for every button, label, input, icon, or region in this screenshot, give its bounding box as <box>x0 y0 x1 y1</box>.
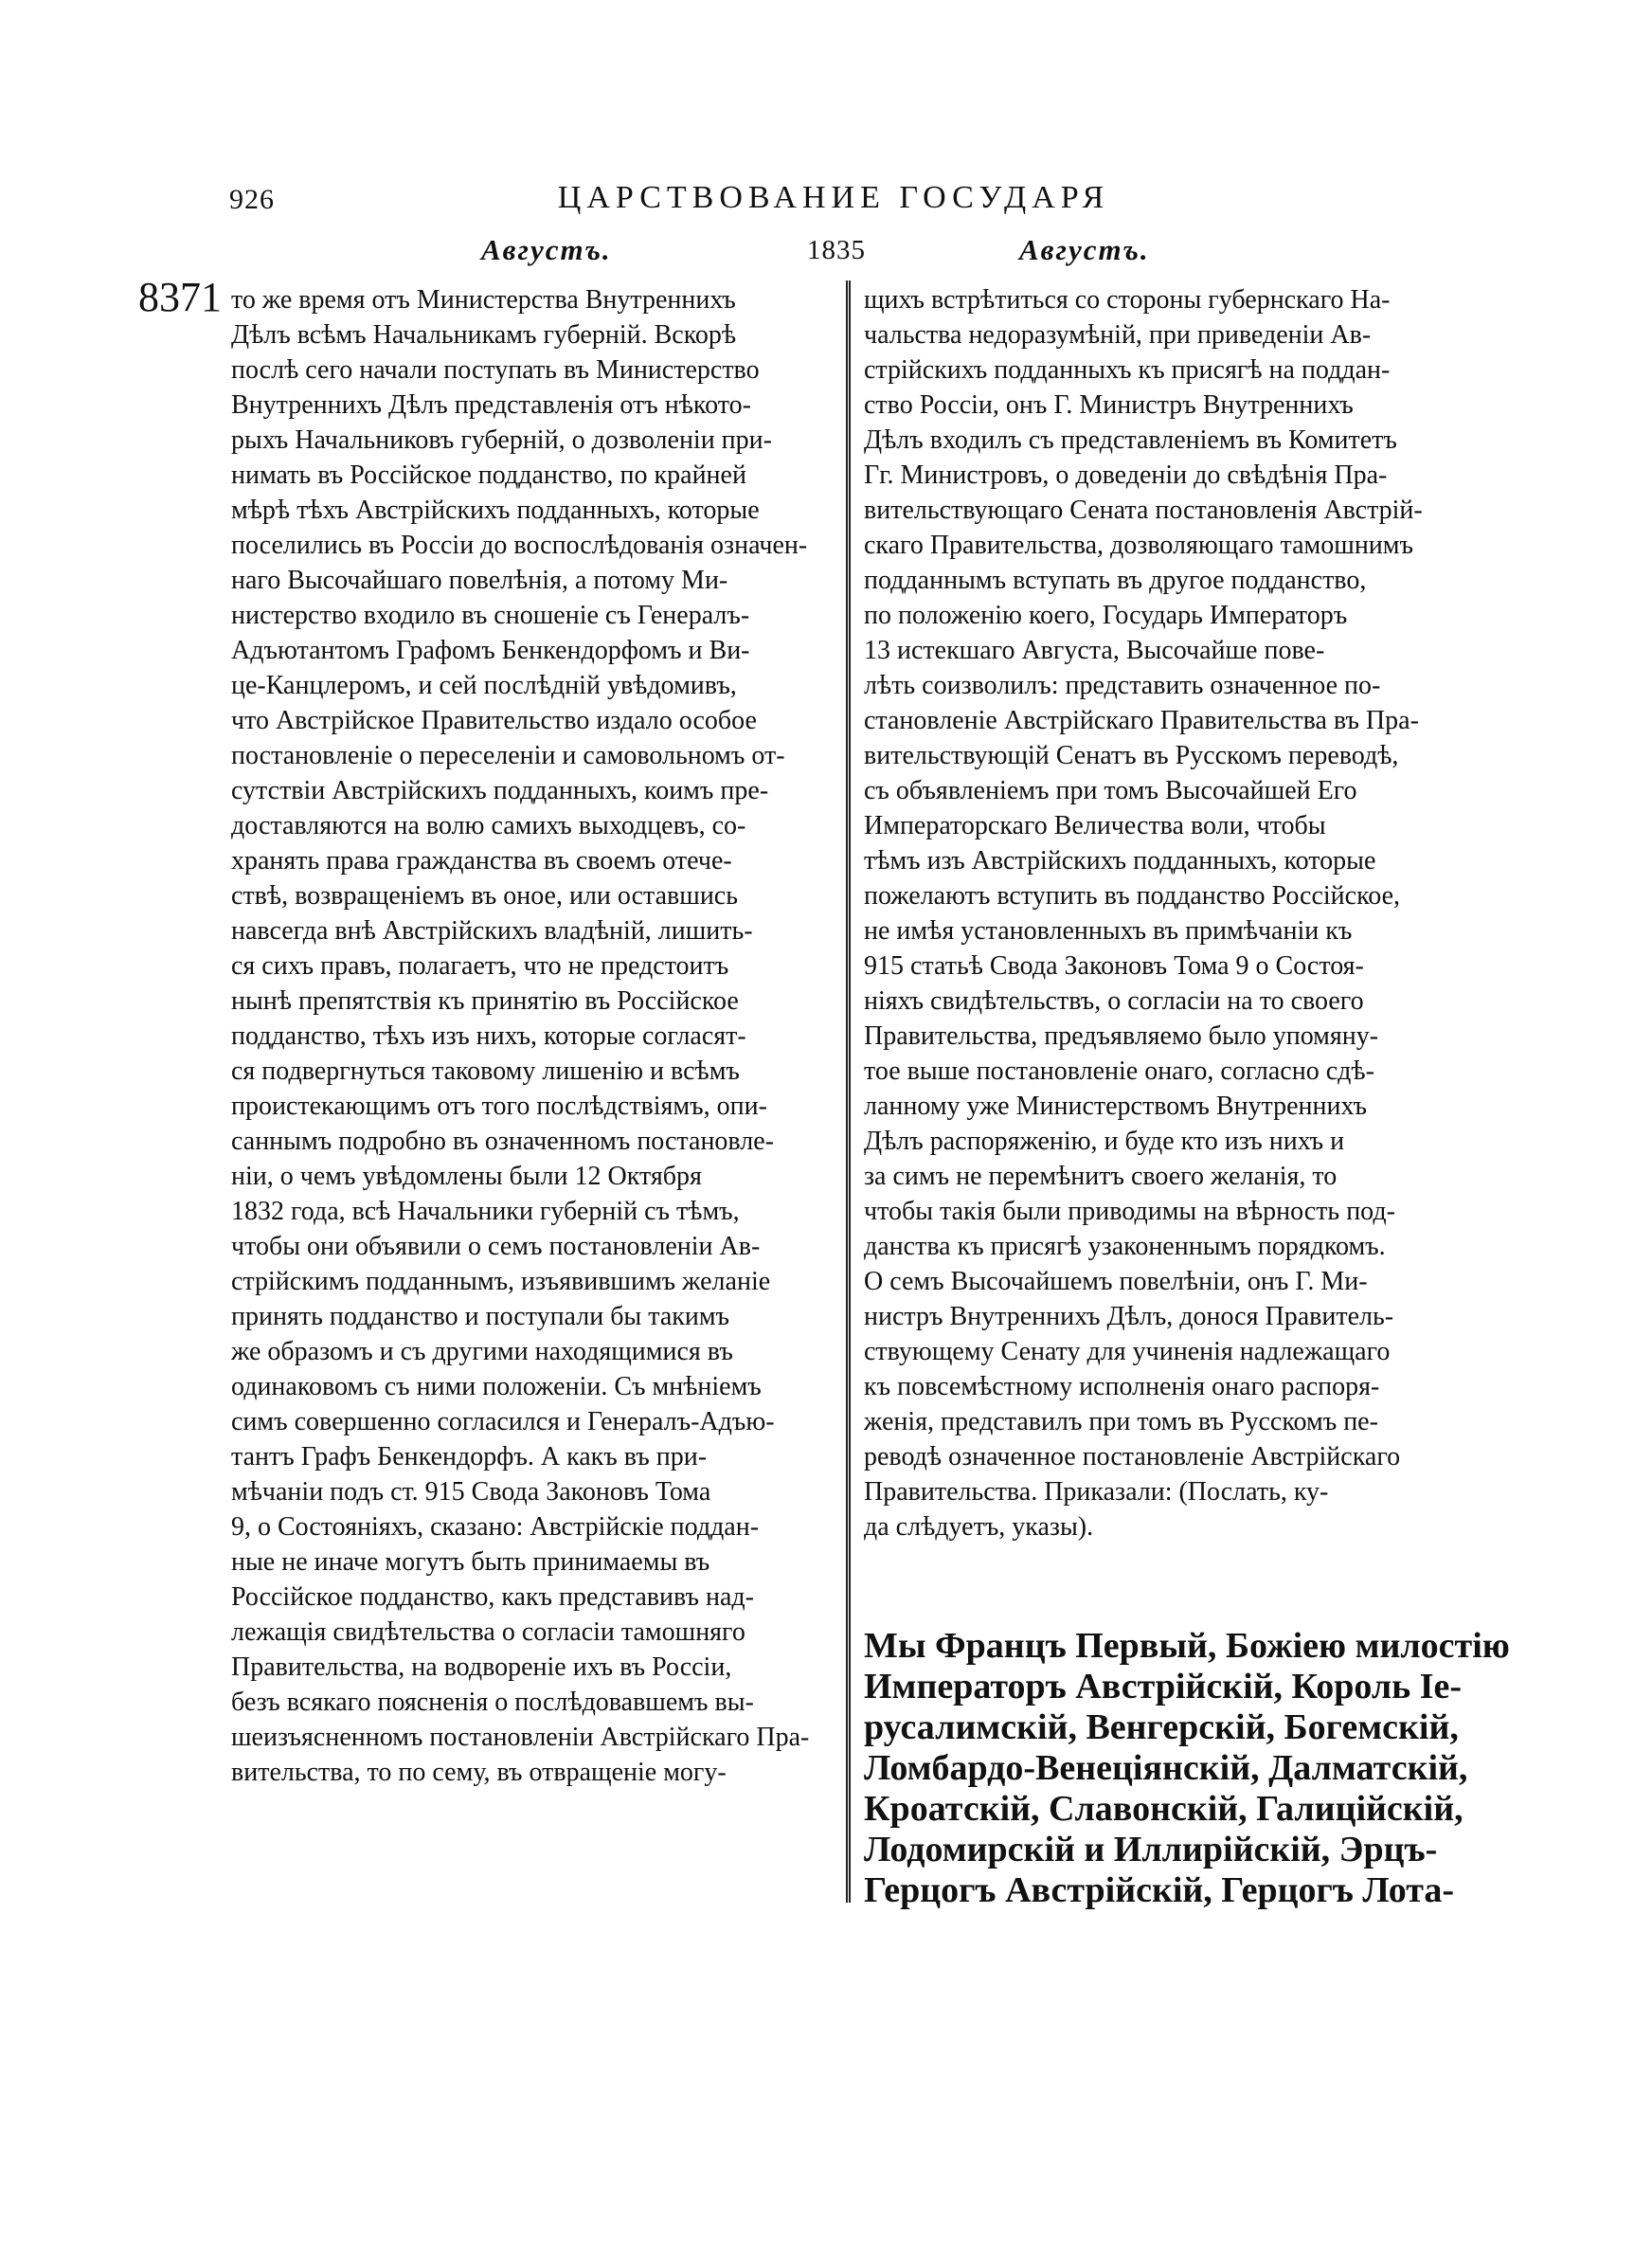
text-line: скаго Правительства, дозволяющаго тамошнимъ <box>864 531 1413 560</box>
text-line: Дѣлъ входилъ съ представленіемъ въ Комитетъ <box>864 425 1397 455</box>
text-line: 13 истекшаго Августа, Высочайше пове- <box>864 636 1325 665</box>
year: 1835 <box>807 235 866 265</box>
text-line: лежащія свидѣтельства о согласіи тамошняго <box>231 1617 745 1647</box>
text-line: поселились въ Россіи до воспослѣдованія означен- <box>231 531 808 560</box>
text-line: нистръ Внутреннихъ Дѣлъ, донося Правитель- <box>864 1302 1394 1331</box>
decree-heading-line: Императоръ Австрійскій, Король Іе- <box>864 1667 1463 1706</box>
text-line: вительства, то по сему, въ отвращеніе могу- <box>231 1758 727 1787</box>
text-line: ся подвергнуться таковому лишенію и всѣмъ <box>231 1056 740 1086</box>
text-line: одинаковомъ съ ними положеніи. Съ мнѣніемъ <box>231 1372 762 1401</box>
text-line: Россійское подданство, какъ представивъ над- <box>231 1582 754 1612</box>
text-line: О семъ Высочайшемъ повелѣніи, онъ Г. Ми- <box>864 1267 1368 1296</box>
decree-heading-line: Герцогъ Австрійскій, Герцогъ Лота- <box>864 1870 1455 1910</box>
text-line: постановленіе о переселеніи и самовольномъ от- <box>231 741 785 770</box>
right-column <box>864 282 1461 1544</box>
text-line: ніи, о чемъ увѣдомлены были 12 Октября <box>231 1162 702 1191</box>
text-line: 1832 года, всѣ Начальники губерній съ тѣмъ, <box>231 1197 740 1226</box>
decree-heading <box>864 1626 1510 1911</box>
text-line: нистерство входило въ сношеніе съ Генералъ- <box>231 601 750 630</box>
text-line: стрійскихъ подданныхъ къ присягѣ на поддан- <box>864 355 1391 385</box>
text-line: женія, представилъ при томъ въ Русскомъ пе- <box>864 1407 1378 1436</box>
text-line: Правительства, предъявляемо было упомяну- <box>864 1021 1379 1051</box>
left-column <box>231 282 837 1790</box>
decree-heading-line: Лодомирскій и Иллирійскій, Эрцъ- <box>864 1830 1438 1869</box>
text-line: хранять права гражданства въ своемъ отече- <box>231 846 732 876</box>
text-line: Правительства, на водвореніе ихъ въ Россіи, <box>231 1652 732 1682</box>
text-line: къ повсемѣстному исполненія онаго распоря- <box>864 1372 1380 1401</box>
text-line: Дѣлъ распоряженію, и буде кто изъ нихъ и <box>864 1127 1345 1156</box>
text-line: нынѣ препятствія къ принятію въ Россійское <box>231 986 739 1016</box>
text-line: Внутреннихъ Дѣлъ представленія отъ нѣкото- <box>231 390 751 420</box>
text-line: безъ всякаго поясненія о послѣдовавшемъ вы- <box>231 1688 754 1717</box>
text-line: данства къ присягѣ узаконеннымъ порядкомъ. <box>864 1232 1386 1261</box>
law-number: 8371 <box>138 274 222 320</box>
text-line: становленіе Австрійскаго Правительства въ Пра- <box>864 706 1419 735</box>
text-line: стрійскимъ подданнымъ, изъявившимъ желаніе <box>231 1267 771 1296</box>
text-line: ствующему Сенату для учиненія надлежащаго <box>864 1337 1391 1366</box>
text-line: мѣчаніи подъ ст. 915 Свода Законовъ Тома <box>231 1477 711 1507</box>
text-line: принять подданство и поступали бы такимъ <box>231 1302 730 1331</box>
text-line: ствѣ, возвращеніемъ въ оное, или оставшись <box>231 881 738 911</box>
text-line: тое выше постановленіе онаго, согласно сдѣ- <box>864 1056 1374 1086</box>
text-line: навсегда внѣ Австрійскихъ владѣній, лишить- <box>231 916 753 946</box>
text-line: за симъ не перемѣнитъ своего желанія, то <box>864 1162 1338 1191</box>
decree-heading-line: русалимскій, Венгерскій, Богемскій, <box>864 1707 1459 1747</box>
text-line: тѣмъ изъ Австрійскихъ подданныхъ, которые <box>864 846 1376 876</box>
text-line: ство Россіи, онъ Г. Министръ Внутреннихъ <box>864 390 1354 420</box>
text-line: же образомъ и съ другими находящимися въ <box>231 1337 733 1366</box>
text-line: наго Высочайшаго повелѣнія, а потому Ми- <box>231 566 728 595</box>
month-left: Августъ. <box>481 233 612 266</box>
text-line: чтобы они объявили о семъ постановленіи Ав- <box>231 1232 761 1261</box>
text-line: Императорскаго Величества воли, чтобы <box>864 811 1326 840</box>
text-line: по положенію коего, Государь Императоръ <box>864 601 1348 630</box>
text-line: вительствующій Сенатъ въ Русскомъ переводѣ, <box>864 741 1399 770</box>
text-line: не имѣя установленныхъ въ примѣчаніи къ <box>864 916 1353 946</box>
text-line: рыхъ Начальниковъ губерній, о дозволеніи при- <box>231 425 772 455</box>
text-line: Дѣлъ всѣмъ Начальникамъ губерній. Вскорѣ <box>231 320 737 350</box>
text-line: щихъ встрѣтиться со стороны губернскаго На- <box>864 285 1391 315</box>
text-line: что Австрійское Правительство издало особое <box>231 706 757 735</box>
text-line: то же время отъ Министерства Внутреннихъ <box>231 285 736 315</box>
column-divider <box>846 280 851 1903</box>
text-line: вительствующаго Сената постановленія Австрій- <box>864 496 1423 525</box>
text-line: тантъ Графъ Бенкендорфъ. А какъ въ при- <box>231 1442 708 1472</box>
text-line: 9, о Состояніяхъ, сказано: Австрійскіе поддан- <box>231 1512 760 1542</box>
running-title: ЦАРСТВОВАНИЕ ГОСУДАРЯ <box>557 180 1110 215</box>
decree-heading-line: Кроатскій, Славонскій, Галиційскій, <box>864 1789 1463 1829</box>
text-line: пожелаютъ вступить въ подданство Россійское, <box>864 881 1401 911</box>
text-line: саннымъ подробно въ означенномъ постановле- <box>231 1127 775 1156</box>
text-line: це-Канцлеромъ, и сей послѣдній увѣдомивъ, <box>231 671 737 700</box>
decree-heading-line: Мы Францъ Первый, Божіею милостію <box>864 1626 1510 1666</box>
text-line: послѣ сего начали поступать въ Министерство <box>231 355 760 385</box>
text-line: лѣть соизволилъ: представить означенное по- <box>864 671 1381 700</box>
text-line: сутствіи Австрійскихъ подданныхъ, коимъ пре- <box>231 776 769 805</box>
text-line: ніяхъ свидѣтельствъ, о согласіи на то своего <box>864 986 1364 1016</box>
text-line: подданнымъ вступать въ другое подданство, <box>864 566 1367 595</box>
text-line: ные не иначе могутъ быть принимаемы въ <box>231 1547 710 1577</box>
text-line: Адъютантомъ Графомъ Бенкендорфомъ и Ви- <box>231 636 750 665</box>
text-line: доставляются на волю самихъ выходцевъ, со- <box>231 811 746 840</box>
text-line: Правительства. Приказали: (Послать, ку- <box>864 1477 1329 1507</box>
text-line: проистекающимъ отъ того послѣдствіямъ, опи- <box>231 1092 767 1121</box>
page-number: 926 <box>229 184 275 215</box>
text-line: ланному уже Министерствомъ Внутреннихъ <box>864 1092 1367 1121</box>
text-line: 915 статьѣ Свода Законовъ Тома 9 о Состоя- <box>864 951 1364 981</box>
text-line: чтобы такія были приводимы на вѣрность под- <box>864 1197 1395 1226</box>
text-line: реводѣ означенное постановленіе Австрійскаго <box>864 1442 1401 1472</box>
text-line: съ объявленіемъ при томъ Высочайшей Его <box>864 776 1357 805</box>
text-line: чальства недоразумѣній, при приведеніи Ав- <box>864 320 1372 350</box>
text-line: симъ совершенно согласился и Генералъ-Адъю- <box>231 1407 775 1436</box>
text-line: нимать въ Россійское подданство, по крайней <box>231 460 746 490</box>
month-right: Августъ. <box>1019 233 1150 266</box>
text-line: мѣрѣ тѣхъ Австрійскихъ подданныхъ, которые <box>231 496 760 525</box>
decree-heading-line: Ломбардо-Венеціянскій, Далматскій, <box>864 1748 1468 1788</box>
text-line: ся сихъ правъ, полагаетъ, что не предстоитъ <box>231 951 729 981</box>
text-line: да слѣдуетъ, указы). <box>864 1512 1094 1542</box>
text-line: шеизъясненномъ постановленіи Австрійскаго Пра- <box>231 1723 810 1752</box>
text-line: Гг. Министровъ, о доведеніи до свѣдѣнія Пра- <box>864 460 1388 490</box>
text-line: подданство, тѣхъ изъ нихъ, которые согласят- <box>231 1021 746 1051</box>
